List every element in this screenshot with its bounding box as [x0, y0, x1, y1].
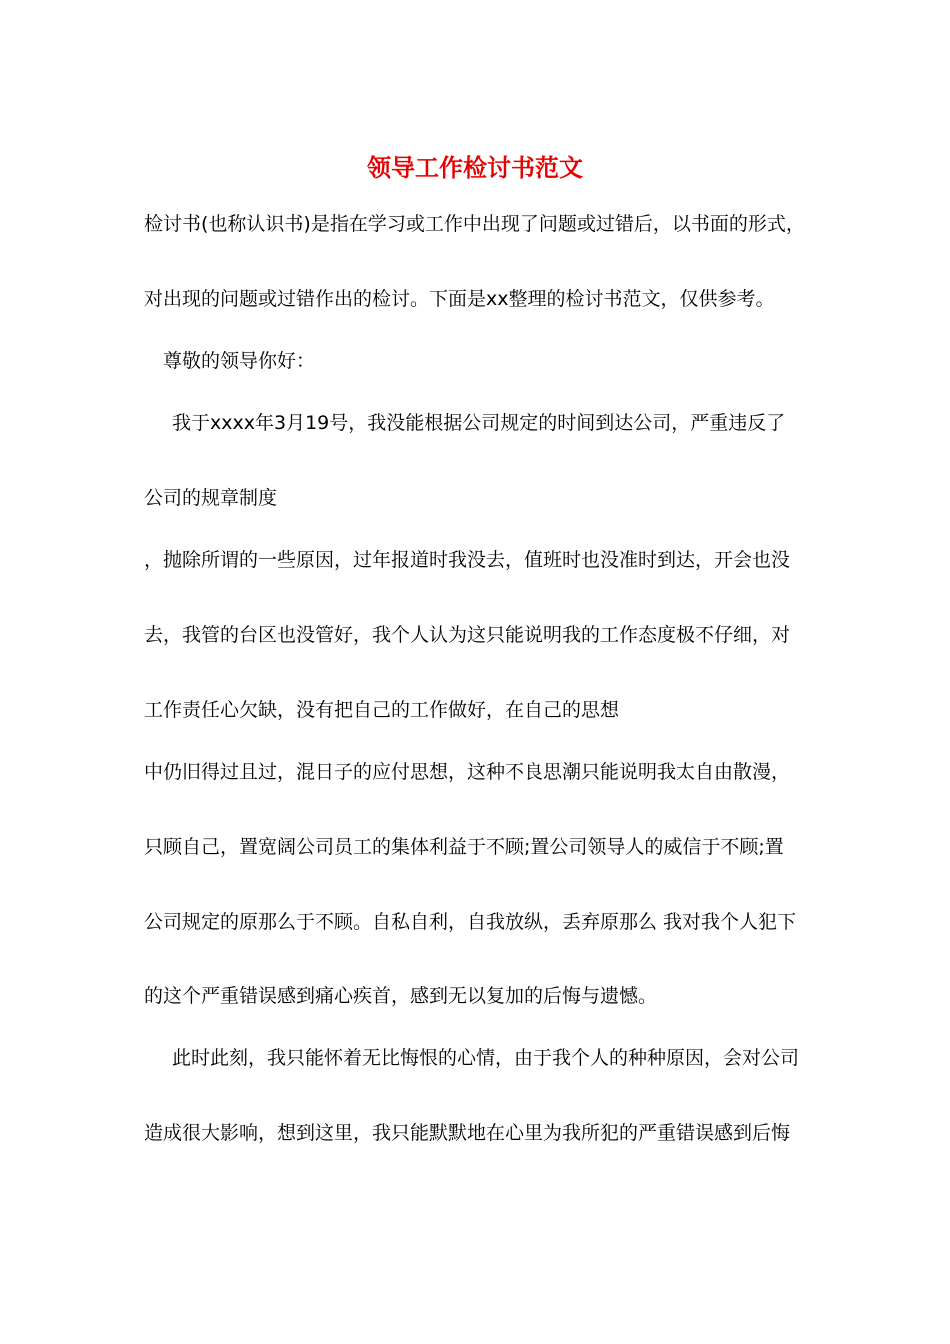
paragraph-line: 我于xxxx年3月19号，我没能根据公司规定的时间到达公司，严重违反了 — [172, 412, 786, 434]
paragraph-line: 去，我管的台区也没管好，我个人认为这只能说明我的工作态度极不仔细，对 — [144, 624, 791, 646]
paragraph-line: 检讨书(也称认识书)是指在学习或工作中出现了问题或过错后，以书面的形式， — [144, 213, 805, 235]
paragraph-line: 此时此刻，我只能怀着无比悔恨的心情，由于我个人的种种原因，会对公司 — [172, 1047, 800, 1069]
paragraph-line: 造成很大影响，想到这里，我只能默默地在心里为我所犯的严重错误感到后悔 — [144, 1122, 791, 1144]
document-title: 领导工作检讨书范文 — [367, 153, 583, 182]
paragraph-line: 工作责任心欠缺，没有把自己的工作做好，在自己的思想 — [144, 699, 620, 721]
paragraph-line: 只顾自己，置宽阔公司员工的集体利益于不顾;置公司领导人的威信于不顾;置 — [144, 836, 784, 858]
paragraph-line: 对出现的问题或过错作出的检讨。下面是xx整理的检讨书范文，仅供参考。 — [144, 288, 775, 310]
salutation-line: 尊敬的领导你好： — [163, 350, 316, 372]
paragraph-line: 公司的规章制度 — [144, 487, 278, 509]
paragraph-line: ，抛除所谓的一些原因，过年报道时我没去，值班时也没准时到达，开会也没 — [144, 549, 791, 571]
paragraph-line: 中仍旧得过且过，混日子的应付思想，这种不良思潮只能说明我太自由散漫， — [144, 761, 791, 783]
paragraph-line: 公司规定的原那么于不顾。自私自利，自我放纵，丢弃原那么 我对我个人犯下 — [144, 911, 797, 933]
paragraph-line: 的这个严重错误感到痛心疾首，感到无以复加的后悔与遗憾。 — [144, 985, 658, 1007]
